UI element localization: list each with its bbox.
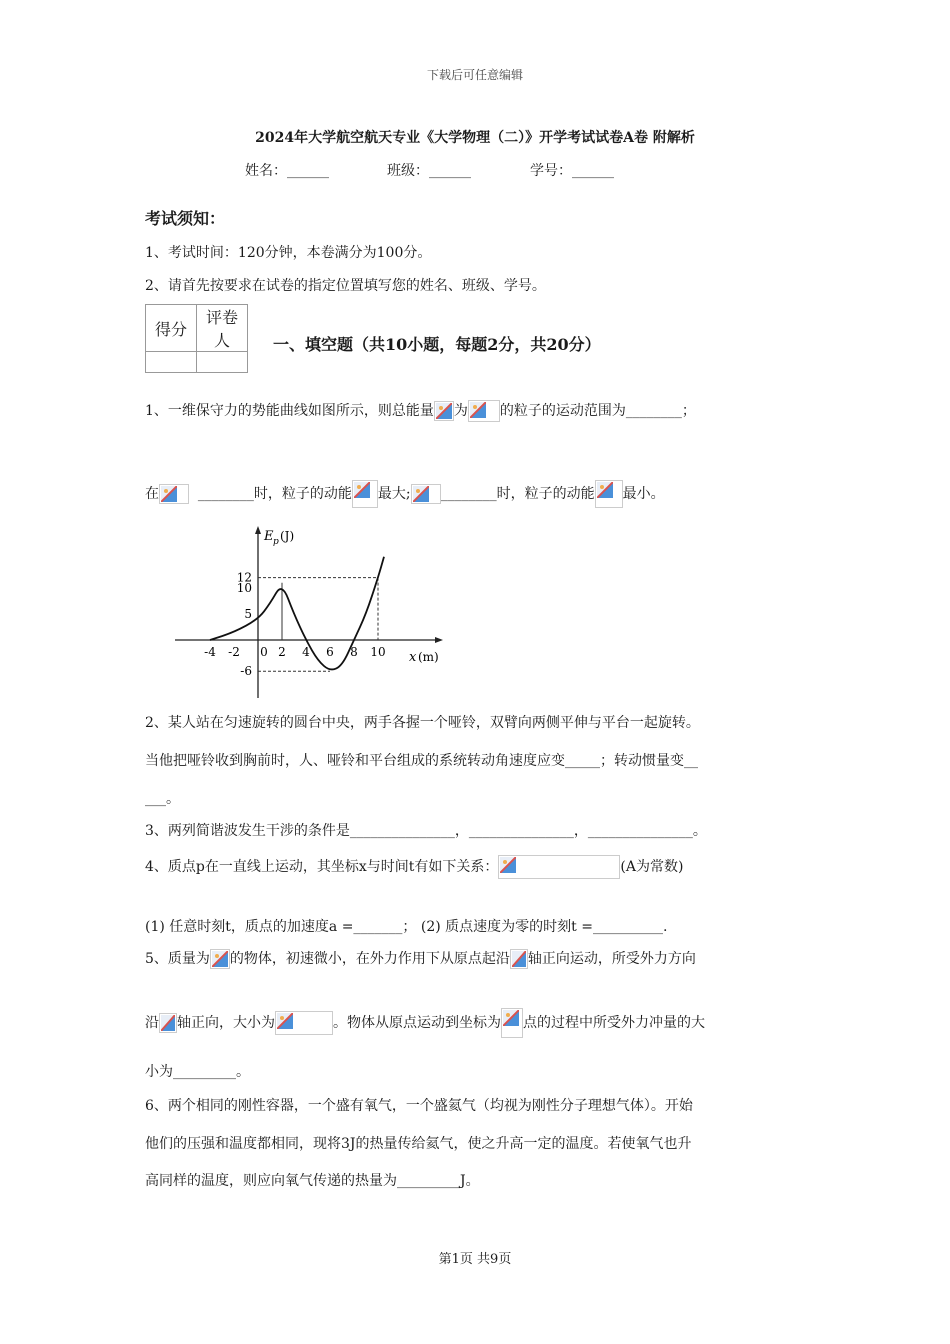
question-3: 3、两列简谐波发生干涉的条件是_______________，_______________，_______________。: [145, 823, 707, 839]
q5-text: 轴正向运动，所受外力方向: [527, 951, 696, 967]
x-tick-label: -4: [204, 645, 216, 659]
y-axis-subscript: p: [273, 537, 279, 547]
name-field[interactable]: 姓名：______: [245, 163, 329, 179]
x-axis-arrow: [435, 637, 443, 643]
question-6-line-3: 高同样的温度，则应向氧气传递的热量为_________J。: [145, 1173, 480, 1189]
broken-image-icon: [210, 949, 230, 969]
section-title: 一、填空题（共10小题，每题2分，共20分）: [273, 335, 601, 354]
question-5-line-3: 小为_________。: [145, 1064, 250, 1080]
y-tick-label: -6: [240, 664, 252, 679]
question-5-line-2: [145, 1008, 705, 1038]
score-table: [145, 304, 248, 373]
q1-text: 最小。: [622, 486, 665, 502]
x-tick-label: 4: [302, 645, 310, 659]
potential-energy-graph: [165, 520, 455, 705]
y-axis-label: E: [264, 529, 274, 544]
x-tick-label: 0: [260, 645, 268, 659]
broken-image-icon: [595, 480, 623, 508]
q5-text: 沿: [145, 1015, 159, 1031]
question-6-line-1: 6、两个相同的刚性容器，一个盛有氧气，一个盛氦气（均视为刚性分子理想气体）。开始: [145, 1098, 693, 1114]
grader-label: 评卷人: [197, 305, 248, 352]
x-tick-label: 10: [370, 645, 386, 659]
x-axis-label: x: [409, 650, 417, 665]
q1-text: 为: [453, 403, 468, 419]
broken-image-icon: [159, 484, 189, 504]
question-2-line-1: 2、某人站在匀速旋转的圆台中央，两手各握一个哑铃，双臂向两侧平伸与平台一起旋转。: [145, 715, 700, 731]
q1-text: 最大;: [377, 486, 411, 502]
x-tick-label: 6: [326, 645, 334, 659]
x-axis-unit: (m): [418, 650, 439, 664]
question-1-line-1: [145, 400, 696, 422]
q5-text: 轴正向，大小为: [177, 1015, 275, 1031]
q4-text: 4、质点p在一直线上运动，其坐标x与时间t有如下关系：: [145, 859, 499, 875]
y-tick-label: 12: [236, 570, 252, 585]
grader-cell[interactable]: [197, 352, 248, 373]
class-field[interactable]: 班级：______: [387, 163, 471, 179]
score-cell[interactable]: [146, 352, 197, 373]
q5-text: 点的过程中所受外力冲量的大: [523, 1015, 705, 1031]
q5-text: 。物体从原点运动到坐标为: [333, 1015, 501, 1031]
q5-text: 的物体，初速微小，在外力作用下从原点起沿: [229, 951, 510, 967]
q1-text: 的粒子的运动范围为________；: [499, 403, 696, 419]
question-4-line-1: [145, 855, 683, 879]
page-header: 下载后可任意编辑: [426, 68, 523, 82]
broken-image-icon: [501, 1008, 523, 1038]
q1-text: 1、一维保守力的势能曲线如图所示，则总能量: [145, 403, 434, 419]
broken-image-icon: [434, 401, 454, 421]
notice-heading: 考试须知：: [145, 209, 226, 228]
question-2-line-3: ___。: [145, 791, 180, 807]
student-id-field[interactable]: 学号：______: [530, 163, 614, 179]
x-tick-label: 8: [350, 645, 358, 659]
q1-text: ________时，粒子的动能: [440, 486, 595, 502]
broken-image-icon: [275, 1011, 333, 1035]
question-2-line-2: 当他把哑铃收到胸前时，人、哑铃和平台组成的系统转动角速度应变_____；转动惯量变__: [145, 753, 698, 769]
question-1-line-2: [145, 480, 665, 508]
broken-image-icon: [510, 949, 528, 969]
broken-image-icon: [468, 400, 500, 422]
x-tick-label: 2: [278, 645, 286, 659]
formula-image: [498, 855, 620, 879]
q4-text: (A为常数): [620, 859, 684, 875]
score-label: 得分: [146, 305, 197, 352]
notice-item: 2、请首先按要求在试卷的指定位置填写您的姓名、班级、学号。: [145, 278, 546, 294]
q5-text: 5、质量为: [145, 951, 210, 967]
q1-text: 在: [145, 486, 159, 502]
page-footer: 第1页 共9页: [438, 1252, 512, 1267]
broken-image-icon: [352, 480, 378, 508]
question-6-line-2: 他们的压强和温度都相同，现将3J的热量传给氦气，使之升高一定的温度。若使氧气也升: [145, 1136, 692, 1152]
x-tick-label: -2: [228, 645, 240, 659]
broken-image-icon: [159, 1013, 177, 1033]
y-axis-arrow: [255, 526, 261, 534]
y-axis-unit: (J): [280, 529, 295, 543]
y-tick-label: 10: [236, 581, 252, 595]
q1-text: ________时，粒子的动能: [197, 486, 352, 502]
notice-item: 1、考试时间：120分钟，本卷满分为100分。: [145, 245, 432, 261]
exam-title: 2024年大学航空航天专业《大学物理（二）》开学考试试卷A卷 附解析: [255, 130, 695, 146]
y-tick-label: 5: [244, 607, 252, 621]
question-4-line-2: (1) 任意时刻t，质点的加速度a =_______； (2) 质点速度为零的时刻t =__________.: [145, 919, 668, 935]
broken-image-icon: [411, 484, 441, 504]
question-5-line-1: [145, 948, 696, 969]
